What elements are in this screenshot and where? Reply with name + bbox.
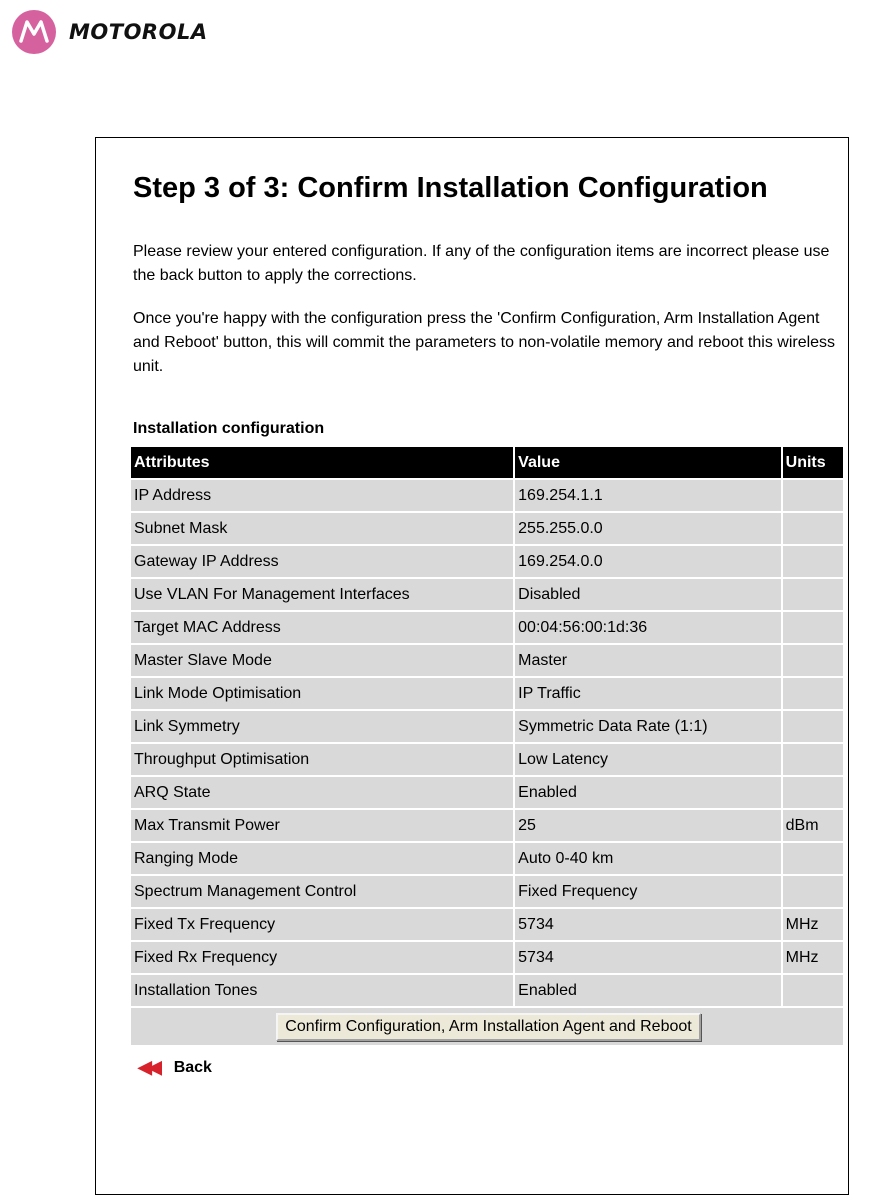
back-link[interactable] (138, 1057, 845, 1078)
brand-name: MOTOROLA (69, 20, 208, 44)
cell-attribute: IP Address (131, 480, 513, 511)
cell-units (783, 645, 843, 676)
cell-attribute: Max Transmit Power (131, 810, 513, 841)
table-row (131, 513, 843, 544)
table-row (131, 612, 843, 643)
back-label: Back (173, 1058, 212, 1076)
button-cell (131, 1008, 843, 1045)
cell-value: Enabled (515, 975, 781, 1006)
motorola-logo (12, 9, 208, 55)
cell-value: 169.254.1.1 (515, 480, 781, 511)
cell-attribute: Link Symmetry (131, 711, 513, 742)
cell-units (783, 744, 843, 775)
cell-units (783, 480, 843, 511)
cell-value: Symmetric Data Rate (1:1) (515, 711, 781, 742)
header-attributes: Attributes (131, 447, 513, 478)
cell-units (783, 876, 843, 907)
cell-attribute: Link Mode Optimisation (131, 678, 513, 709)
instructions-paragraph-1: Please review your entered configuration. If any of the configuration items are incorrect please use the back button to apply the corrections. (133, 243, 830, 284)
cell-attribute: Use VLAN For Management Interfaces (131, 579, 513, 610)
table-row (131, 777, 843, 808)
cell-attribute: Target MAC Address (131, 612, 513, 643)
cell-units (783, 579, 843, 610)
table-row (131, 843, 843, 874)
table-row (131, 711, 843, 742)
cell-value: Low Latency (515, 744, 781, 775)
cell-units (783, 975, 843, 1006)
cell-attribute: Ranging Mode (131, 843, 513, 874)
cell-units (783, 678, 843, 709)
cell-value: Disabled (515, 579, 781, 610)
table-row (131, 942, 843, 973)
cell-attribute: Installation Tones (131, 975, 513, 1006)
table-row (131, 645, 843, 676)
section-title: Installation configuration (133, 420, 325, 437)
table-row (131, 975, 843, 1006)
instructions-paragraph-2: Once you're happy with the configuration press the 'Confirm Configuration, Arm Installation Agent and Reboot' button, this will commit the parameters to non-volatile memory and reboot this wireless unit. (133, 310, 836, 375)
table-row (131, 546, 843, 577)
table-row (131, 876, 843, 907)
double-left-arrow-icon: ◀◀ (138, 1057, 158, 1077)
content-frame (95, 137, 849, 1195)
cell-units: MHz (783, 942, 843, 973)
cell-units (783, 546, 843, 577)
table-header-row (131, 447, 843, 478)
cell-attribute: ARQ State (131, 777, 513, 808)
header-units: Units (783, 447, 843, 478)
confirm-reboot-button[interactable]: Confirm Configuration, Arm Installation Agent and Reboot (276, 1013, 700, 1041)
table-row (131, 909, 843, 940)
cell-value: 00:04:56:00:1d:36 (515, 612, 781, 643)
header-value: Value (515, 447, 781, 478)
cell-value: Auto 0-40 km (515, 843, 781, 874)
cell-value: 169.254.0.0 (515, 546, 781, 577)
cell-value: 5734 (515, 942, 781, 973)
cell-value: 25 (515, 810, 781, 841)
cell-attribute: Master Slave Mode (131, 645, 513, 676)
cell-attribute: Gateway IP Address (131, 546, 513, 577)
table-row (131, 579, 843, 610)
table-row (131, 744, 843, 775)
cell-value: Enabled (515, 777, 781, 808)
cell-units (783, 711, 843, 742)
button-row (131, 1008, 843, 1045)
table-row (131, 678, 843, 709)
cell-attribute: Fixed Rx Frequency (131, 942, 513, 973)
cell-value: Master (515, 645, 781, 676)
cell-units (783, 777, 843, 808)
cell-value: Fixed Frequency (515, 876, 781, 907)
installation-config-table (129, 445, 845, 1047)
cell-attribute: Subnet Mask (131, 513, 513, 544)
cell-attribute: Spectrum Management Control (131, 876, 513, 907)
cell-value: 5734 (515, 909, 781, 940)
page-title: Step 3 of 3: Confirm Installation Configuration (133, 172, 768, 204)
table-row (131, 480, 843, 511)
cell-attribute: Throughput Optimisation (131, 744, 513, 775)
main-content (133, 165, 845, 1078)
cell-units: dBm (783, 810, 843, 841)
cell-value: 255.255.0.0 (515, 513, 781, 544)
cell-attribute: Fixed Tx Frequency (131, 909, 513, 940)
motorola-batwing-icon (12, 10, 56, 54)
cell-units (783, 612, 843, 643)
cell-units: MHz (783, 909, 843, 940)
cell-units (783, 843, 843, 874)
cell-value: IP Traffic (515, 678, 781, 709)
cell-units (783, 513, 843, 544)
table-row (131, 810, 843, 841)
